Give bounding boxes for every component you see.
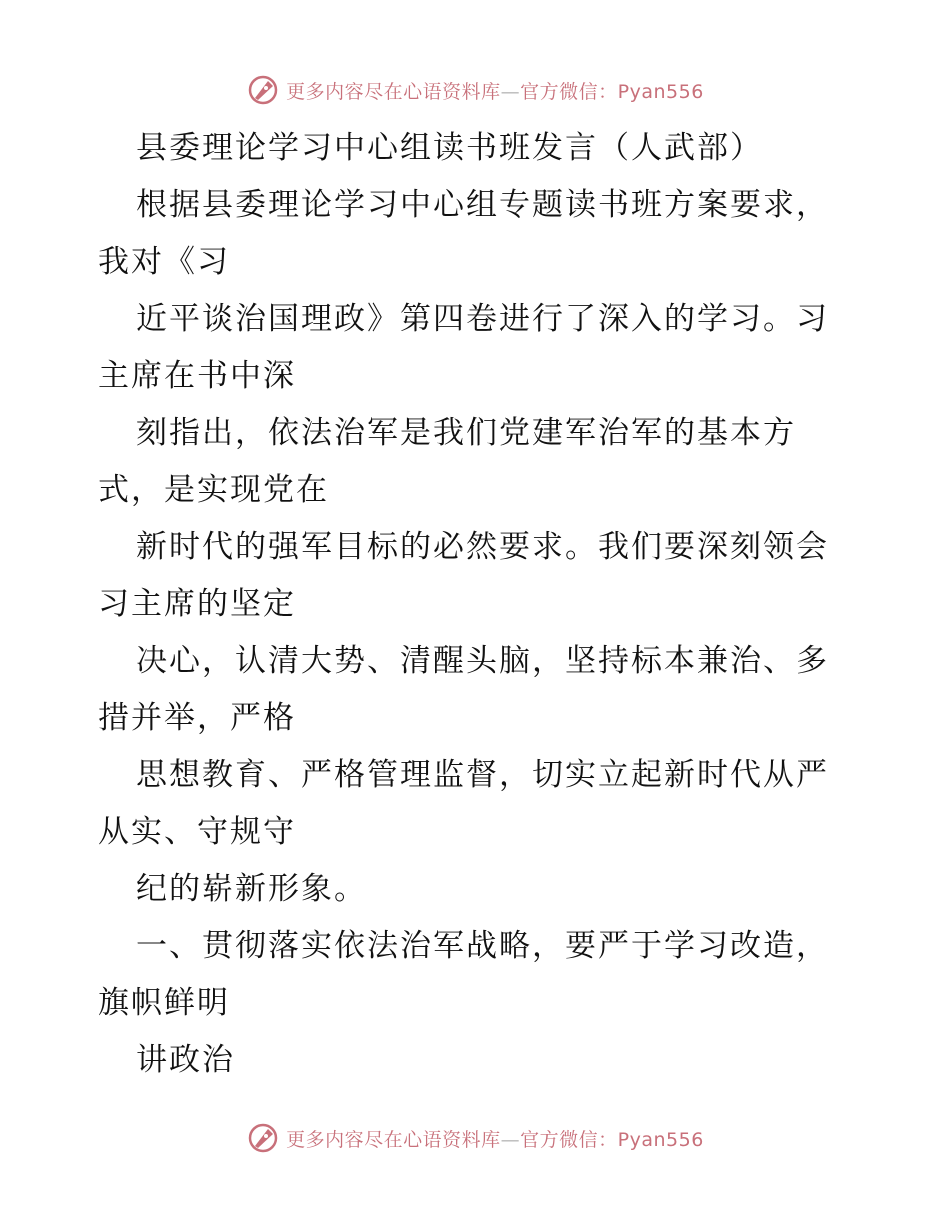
pen-nib-logo-icon bbox=[246, 73, 280, 107]
paragraph-line: 我对《习 bbox=[98, 244, 230, 280]
paragraph-line: 刻指出，依法治军是我们党建军治军的基本方 bbox=[136, 415, 796, 451]
banner-separator: — bbox=[500, 1128, 521, 1151]
footer-banner bbox=[0, 1118, 950, 1158]
section-heading: 一、贯彻落实依法治军战略，要严于学习改造， bbox=[136, 928, 829, 964]
paragraph-line: 新时代的强军目标的必然要求。我们要深刻领会 bbox=[136, 529, 829, 565]
document-body bbox=[98, 120, 858, 1089]
document-title: 县委理论学习中心组读书班发言（人武部） bbox=[136, 130, 763, 166]
footer-banner-text bbox=[286, 1125, 704, 1152]
banner-site-name: 更多内容尽在心语资料库 bbox=[286, 1128, 501, 1151]
banner-wechat: 官方微信：Pyan556 bbox=[520, 80, 704, 103]
banner-wechat: 官方微信：Pyan556 bbox=[520, 1128, 704, 1151]
banner-site-name: 更多内容尽在心语资料库 bbox=[286, 80, 501, 103]
paragraph-line: 近平谈治国理政》第四卷进行了深入的学习。习 bbox=[136, 301, 829, 337]
paragraph-line: 习主席的坚定 bbox=[98, 586, 296, 622]
paragraph-line: 措并举，严格 bbox=[98, 700, 296, 736]
paragraph-line: 从实、守规守 bbox=[98, 814, 296, 850]
paragraph-line: 决心，认清大势、清醒头脑，坚持标本兼治、多 bbox=[136, 643, 829, 679]
paragraph-line: 纪的崭新形象。 bbox=[136, 871, 367, 907]
paragraph-line: 式，是实现党在 bbox=[98, 472, 329, 508]
paragraph-line: 旗帜鲜明 bbox=[98, 985, 230, 1021]
header-banner-text bbox=[286, 77, 704, 104]
paragraph-line: 讲政治 bbox=[136, 1042, 235, 1078]
banner-separator: — bbox=[500, 80, 521, 103]
paragraph-line: 根据县委理论学习中心组专题读书班方案要求， bbox=[136, 187, 829, 223]
paragraph-line: 主席在书中深 bbox=[98, 358, 296, 394]
paragraph-line: 思想教育、严格管理监督，切实立起新时代从严 bbox=[136, 757, 829, 793]
pen-nib-logo-icon bbox=[246, 1121, 280, 1155]
header-banner bbox=[0, 70, 950, 110]
